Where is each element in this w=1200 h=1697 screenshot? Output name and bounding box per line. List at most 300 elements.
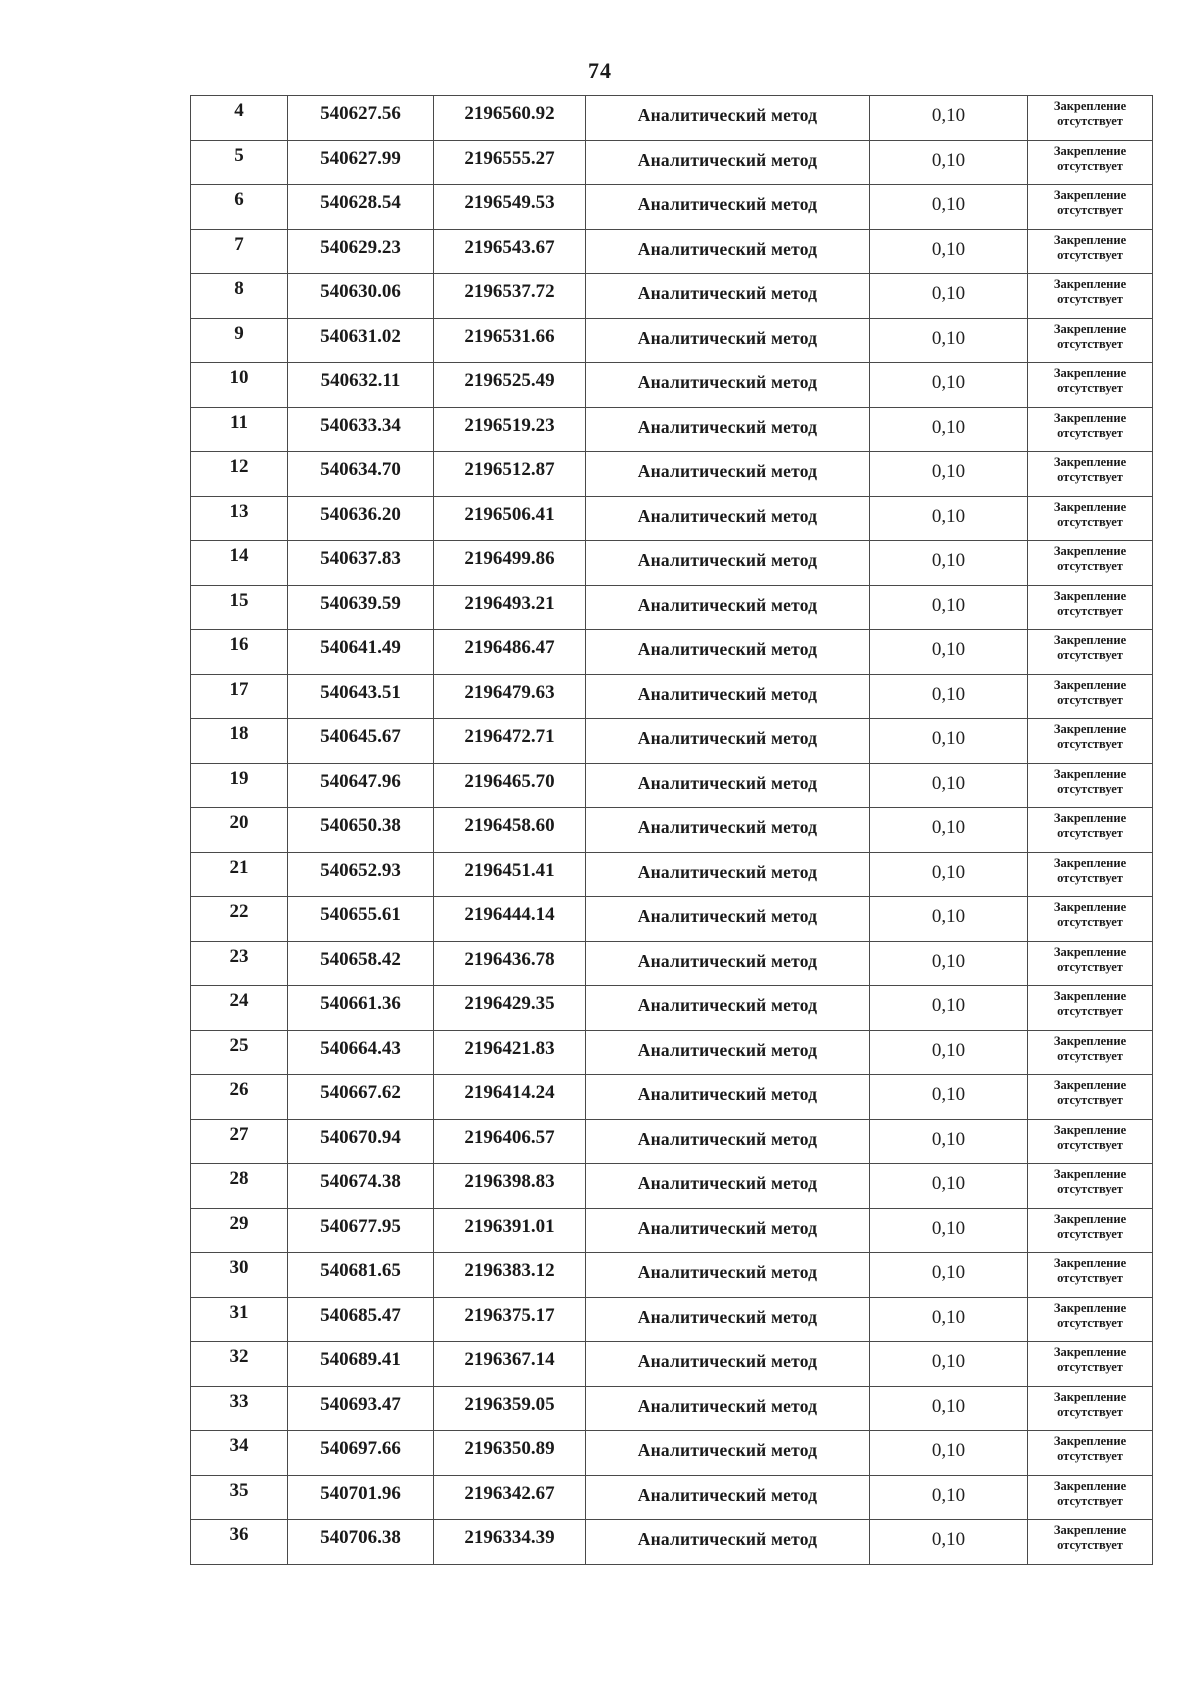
accuracy-cell — [870, 1119, 1028, 1164]
coord-y-cell-text: 2196350.89 — [464, 1438, 555, 1459]
coordinates-table-wrapper — [190, 95, 1152, 1565]
coord-x-cell-text: 540667.62 — [320, 1082, 401, 1103]
accuracy-cell-text: 0,10 — [931, 772, 966, 794]
fixing-cell-text: Закрепление отсутствует — [1053, 455, 1127, 484]
method-cell — [586, 1119, 870, 1164]
coord-x-cell-text: 540681.65 — [320, 1260, 401, 1281]
method-cell-text: Аналитический метод — [637, 995, 818, 1015]
accuracy-cell-text: 0,10 — [931, 149, 966, 171]
point-number-cell-text: 15 — [229, 589, 249, 611]
coord-y-cell — [434, 1386, 586, 1431]
fixing-cell — [1028, 541, 1153, 586]
point-number-cell-text: 6 — [234, 189, 244, 210]
coord-x-cell-text: 540632.11 — [320, 370, 401, 391]
accuracy-cell — [870, 274, 1028, 319]
coord-y-cell-text: 2196436.78 — [464, 948, 555, 970]
coord-x-cell — [288, 986, 434, 1031]
method-cell-text: Аналитический метод — [637, 461, 818, 481]
fixing-cell — [1028, 1119, 1153, 1164]
accuracy-cell-text: 0,10 — [931, 594, 966, 616]
coord-x-cell-text: 540629.23 — [320, 236, 401, 258]
coord-y-cell-text: 2196486.47 — [464, 637, 555, 658]
table-row — [191, 452, 1153, 497]
coord-y-cell-text: 2196342.67 — [464, 1482, 555, 1504]
point-number-cell — [191, 719, 288, 764]
method-cell-text: Аналитический метод — [637, 639, 818, 659]
method-cell-text: Аналитический метод — [637, 238, 818, 259]
accuracy-cell — [870, 541, 1028, 586]
method-cell — [586, 185, 870, 230]
method-cell — [586, 585, 870, 630]
coord-x-cell-text: 540670.94 — [320, 1126, 401, 1148]
coord-x-cell-text: 540627.56 — [320, 103, 401, 124]
fixing-cell-text: Закрепление отсутствует — [1053, 499, 1127, 529]
method-cell-text: Аналитический метод — [637, 950, 818, 971]
coord-x-cell-text: 540637.83 — [320, 548, 401, 569]
fixing-cell — [1028, 630, 1153, 675]
table-row — [191, 1431, 1153, 1476]
point-number-cell — [191, 1253, 288, 1298]
coord-y-cell-text: 2196543.67 — [464, 236, 555, 258]
coord-y-cell-text: 2196465.70 — [464, 770, 555, 792]
point-number-cell-text: 27 — [229, 1123, 249, 1145]
accuracy-cell — [870, 897, 1028, 942]
point-number-cell-text: 11 — [230, 411, 248, 433]
coord-y-cell — [434, 630, 586, 675]
method-cell — [586, 719, 870, 764]
fixing-cell-text: Закрепление отсутствует — [1053, 1211, 1127, 1241]
fixing-cell — [1028, 986, 1153, 1031]
method-cell — [586, 274, 870, 319]
method-cell-text: Аналитический метод — [637, 1395, 818, 1416]
point-number-cell — [191, 674, 288, 719]
method-cell — [586, 630, 870, 675]
accuracy-cell — [870, 1431, 1028, 1476]
method-cell — [586, 1253, 870, 1298]
fixing-cell — [1028, 1520, 1153, 1565]
fixing-cell — [1028, 719, 1153, 764]
coord-y-cell-text: 2196334.39 — [464, 1527, 555, 1548]
fixing-cell-text: Закрепление отсутствует — [1053, 1523, 1127, 1552]
table-row — [191, 363, 1153, 408]
accuracy-cell — [870, 1253, 1028, 1298]
coord-x-cell — [288, 185, 434, 230]
table-row — [191, 674, 1153, 719]
table-row — [191, 1119, 1153, 1164]
table-row — [191, 1475, 1153, 1520]
method-cell — [586, 1208, 870, 1253]
fixing-cell-text: Закрепление отсутствует — [1053, 321, 1127, 351]
point-number-cell — [191, 585, 288, 630]
fixing-cell-text: Закрепление отсутствует — [1053, 232, 1127, 262]
fixing-cell — [1028, 941, 1153, 986]
point-number-cell-text: 14 — [229, 545, 249, 566]
point-number-cell-text: 24 — [229, 990, 249, 1011]
accuracy-cell — [870, 986, 1028, 1031]
accuracy-cell — [870, 852, 1028, 897]
coord-y-cell-text: 2196493.21 — [464, 592, 555, 614]
coord-x-cell-text: 540701.96 — [320, 1482, 401, 1504]
method-cell-text: Аналитический метод — [637, 416, 818, 437]
point-number-cell-text: 36 — [229, 1524, 249, 1545]
accuracy-cell-text: 0,10 — [931, 1128, 966, 1150]
method-cell — [586, 852, 870, 897]
method-cell — [586, 1297, 870, 1342]
coord-y-cell — [434, 1431, 586, 1476]
point-number-cell — [191, 763, 288, 808]
method-cell-text: Аналитический метод — [637, 683, 818, 704]
method-cell-text: Аналитический метод — [637, 1128, 818, 1149]
point-number-cell-text: 10 — [229, 367, 249, 388]
coord-y-cell-text: 2196531.66 — [464, 325, 555, 347]
coord-x-cell — [288, 719, 434, 764]
accuracy-cell-text: 0,10 — [931, 372, 966, 393]
coord-x-cell — [288, 1119, 434, 1164]
accuracy-cell-text: 0,10 — [931, 238, 966, 260]
point-number-cell-text: 33 — [229, 1390, 249, 1412]
fixing-cell — [1028, 1253, 1153, 1298]
method-cell — [586, 674, 870, 719]
fixing-cell-text: Закрепление отсутствует — [1053, 1478, 1127, 1508]
point-number-cell — [191, 363, 288, 408]
coord-x-cell — [288, 1164, 434, 1209]
coord-x-cell — [288, 407, 434, 452]
method-cell-text: Аналитический метод — [637, 1039, 818, 1060]
accuracy-cell — [870, 363, 1028, 408]
coord-y-cell-text: 2196414.24 — [464, 1082, 555, 1103]
table-row — [191, 941, 1153, 986]
coord-y-cell — [434, 140, 586, 185]
coord-y-cell — [434, 1475, 586, 1520]
fixing-cell — [1028, 363, 1153, 408]
table-row — [191, 1208, 1153, 1253]
accuracy-cell-text: 0,10 — [931, 505, 966, 527]
coord-x-cell — [288, 96, 434, 141]
accuracy-cell-text: 0,10 — [931, 1039, 966, 1061]
point-number-cell-text: 17 — [229, 678, 249, 700]
coord-x-cell — [288, 140, 434, 185]
coord-y-cell-text: 2196525.49 — [464, 370, 555, 391]
point-number-cell — [191, 452, 288, 497]
coord-y-cell-text: 2196560.92 — [464, 103, 555, 124]
coord-x-cell-text: 540697.66 — [320, 1438, 401, 1459]
point-number-cell-text: 13 — [229, 500, 249, 522]
point-number-cell-text: 29 — [229, 1212, 249, 1234]
point-number-cell — [191, 229, 288, 274]
point-number-cell-text: 5 — [234, 144, 244, 166]
coord-x-cell — [288, 674, 434, 719]
accuracy-cell — [870, 452, 1028, 497]
coord-x-cell — [288, 1297, 434, 1342]
table-row — [191, 229, 1153, 274]
accuracy-cell-text: 0,10 — [931, 728, 966, 749]
accuracy-cell-text: 0,10 — [931, 283, 966, 304]
accuracy-cell — [870, 1075, 1028, 1120]
coord-x-cell — [288, 496, 434, 541]
method-cell — [586, 1030, 870, 1075]
method-cell-text: Аналитический метод — [637, 861, 818, 882]
coord-y-cell — [434, 1075, 586, 1120]
accuracy-cell-text: 0,10 — [931, 950, 966, 972]
coord-x-cell — [288, 318, 434, 363]
coord-x-cell — [288, 452, 434, 497]
coord-x-cell — [288, 1342, 434, 1387]
method-cell — [586, 941, 870, 986]
point-number-cell-text: 34 — [229, 1435, 249, 1456]
point-number-cell — [191, 1164, 288, 1209]
method-cell — [586, 1075, 870, 1120]
fixing-cell — [1028, 185, 1153, 230]
fixing-cell-text: Закрепление отсутствует — [1053, 1122, 1127, 1152]
method-cell-text: Аналитический метод — [637, 906, 818, 926]
coord-x-cell-text: 540693.47 — [320, 1393, 401, 1415]
coord-x-cell — [288, 1253, 434, 1298]
point-number-cell-text: 19 — [229, 767, 249, 789]
point-number-cell — [191, 274, 288, 319]
coord-y-cell — [434, 808, 586, 853]
fixing-cell-text: Закрепление отсутствует — [1053, 633, 1127, 662]
point-number-cell-text: 12 — [229, 456, 249, 477]
fixing-cell-text: Закрепление отсутствует — [1053, 143, 1127, 173]
accuracy-cell — [870, 1342, 1028, 1387]
coord-y-cell-text: 2196458.60 — [464, 815, 555, 836]
accuracy-cell-text: 0,10 — [931, 1529, 966, 1550]
point-number-cell-text: 9 — [234, 322, 244, 344]
coord-y-cell — [434, 363, 586, 408]
page-number: 74 — [588, 58, 612, 83]
accuracy-cell-text: 0,10 — [931, 1484, 966, 1506]
method-cell — [586, 407, 870, 452]
coordinates-table — [190, 95, 1153, 1565]
fixing-cell — [1028, 808, 1153, 853]
method-cell-text: Аналитический метод — [637, 149, 818, 170]
coord-x-cell-text: 540661.36 — [320, 993, 401, 1014]
coord-x-cell-text: 540706.38 — [320, 1527, 401, 1548]
coord-x-cell — [288, 1520, 434, 1565]
coord-x-cell-text: 540628.54 — [320, 192, 401, 213]
coord-y-cell — [434, 1208, 586, 1253]
point-number-cell — [191, 630, 288, 675]
coord-y-cell — [434, 763, 586, 808]
coord-x-cell — [288, 1475, 434, 1520]
method-cell-text: Аналитический метод — [637, 327, 818, 348]
fixing-cell-text: Закрепление отсутствует — [1053, 900, 1127, 929]
accuracy-cell-text: 0,10 — [931, 461, 966, 482]
point-number-cell — [191, 941, 288, 986]
coord-y-cell — [434, 1253, 586, 1298]
accuracy-cell — [870, 941, 1028, 986]
method-cell — [586, 1475, 870, 1520]
coord-x-cell-text: 540689.41 — [320, 1349, 401, 1370]
accuracy-cell — [870, 1475, 1028, 1520]
point-number-cell — [191, 185, 288, 230]
method-cell — [586, 1520, 870, 1565]
accuracy-cell — [870, 496, 1028, 541]
accuracy-cell-text: 0,10 — [931, 906, 966, 927]
method-cell-text: Аналитический метод — [637, 728, 818, 748]
coord-y-cell-text: 2196375.17 — [464, 1304, 555, 1326]
coord-y-cell-text: 2196549.53 — [464, 192, 555, 213]
point-number-cell-text: 28 — [229, 1168, 249, 1189]
coord-y-cell — [434, 897, 586, 942]
coord-y-cell-text: 2196398.83 — [464, 1171, 555, 1192]
fixing-cell-text: Закрепление отсутствует — [1053, 855, 1127, 885]
coord-y-cell — [434, 407, 586, 452]
point-number-cell — [191, 1119, 288, 1164]
coord-y-cell — [434, 1520, 586, 1565]
coord-y-cell-text: 2196383.12 — [464, 1260, 555, 1281]
coord-x-cell — [288, 1431, 434, 1476]
fixing-cell — [1028, 496, 1153, 541]
accuracy-cell-text: 0,10 — [931, 416, 966, 438]
coord-x-cell — [288, 1075, 434, 1120]
fixing-cell — [1028, 140, 1153, 185]
point-number-cell — [191, 852, 288, 897]
coord-y-cell — [434, 585, 586, 630]
fixing-cell-text: Закрепление отсутствует — [1053, 188, 1127, 217]
coord-y-cell-text: 2196444.14 — [464, 904, 555, 925]
point-number-cell — [191, 96, 288, 141]
coord-y-cell — [434, 1030, 586, 1075]
table-row — [191, 1520, 1153, 1565]
table-row — [191, 140, 1153, 185]
accuracy-cell — [870, 1297, 1028, 1342]
coord-y-cell-text: 2196499.86 — [464, 548, 555, 569]
coord-x-cell-text: 540647.96 — [320, 770, 401, 792]
accuracy-cell-text: 0,10 — [931, 194, 966, 215]
accuracy-cell — [870, 674, 1028, 719]
coord-y-cell-text: 2196555.27 — [464, 147, 555, 169]
method-cell-text: Аналитический метод — [637, 1217, 818, 1238]
fixing-cell — [1028, 1342, 1153, 1387]
fixing-cell — [1028, 897, 1153, 942]
fixing-cell — [1028, 1475, 1153, 1520]
accuracy-cell — [870, 185, 1028, 230]
table-row — [191, 185, 1153, 230]
method-cell — [586, 363, 870, 408]
coord-y-cell-text: 2196429.35 — [464, 993, 555, 1014]
method-cell — [586, 318, 870, 363]
coord-x-cell-text: 540636.20 — [320, 503, 401, 525]
coord-x-cell-text: 540645.67 — [320, 726, 401, 747]
fixing-cell — [1028, 674, 1153, 719]
fixing-cell — [1028, 274, 1153, 319]
fixing-cell — [1028, 452, 1153, 497]
coord-y-cell — [434, 452, 586, 497]
point-number-cell — [191, 1075, 288, 1120]
coord-x-cell-text: 540627.99 — [320, 147, 401, 169]
method-cell — [586, 1164, 870, 1209]
accuracy-cell — [870, 1520, 1028, 1565]
fixing-cell-text: Закрепление отсутствует — [1053, 277, 1127, 306]
coord-x-cell — [288, 274, 434, 319]
coord-y-cell — [434, 719, 586, 764]
fixing-cell — [1028, 763, 1153, 808]
method-cell-text: Аналитический метод — [637, 105, 818, 125]
table-row — [191, 1164, 1153, 1209]
accuracy-cell-text: 0,10 — [931, 1217, 966, 1239]
table-row — [191, 318, 1153, 363]
fixing-cell-text: Закрепление отсутствует — [1053, 1389, 1127, 1419]
point-number-cell — [191, 1208, 288, 1253]
coord-x-cell — [288, 941, 434, 986]
fixing-cell — [1028, 1164, 1153, 1209]
method-cell-text: Аналитический метод — [637, 817, 818, 837]
coord-x-cell — [288, 585, 434, 630]
table-row — [191, 1253, 1153, 1298]
accuracy-cell — [870, 140, 1028, 185]
coord-x-cell-text: 540641.49 — [320, 637, 401, 658]
coord-y-cell-text: 2196391.01 — [464, 1215, 555, 1237]
coord-x-cell-text: 540677.95 — [320, 1215, 401, 1237]
method-cell — [586, 541, 870, 586]
coord-x-cell — [288, 897, 434, 942]
coord-x-cell-text: 540664.43 — [320, 1037, 401, 1059]
coord-y-cell — [434, 96, 586, 141]
fixing-cell — [1028, 1386, 1153, 1431]
method-cell-text: Аналитический метод — [637, 1351, 818, 1371]
coord-y-cell — [434, 541, 586, 586]
fixing-cell-text: Закрепление отсутствует — [1053, 1300, 1127, 1330]
accuracy-cell-text: 0,10 — [931, 683, 966, 705]
coord-x-cell — [288, 852, 434, 897]
coord-y-cell-text: 2196512.87 — [464, 459, 555, 480]
accuracy-cell-text: 0,10 — [931, 1440, 966, 1461]
method-cell-text: Аналитический метод — [637, 550, 818, 570]
method-cell — [586, 1342, 870, 1387]
coord-y-cell-text: 2196506.41 — [464, 503, 555, 525]
coord-y-cell — [434, 274, 586, 319]
accuracy-cell-text: 0,10 — [931, 1306, 966, 1328]
coord-y-cell — [434, 674, 586, 719]
accuracy-cell — [870, 318, 1028, 363]
coord-y-cell — [434, 852, 586, 897]
coord-y-cell — [434, 496, 586, 541]
fixing-cell-text: Закрепление отсутствует — [1053, 944, 1127, 974]
method-cell — [586, 763, 870, 808]
point-number-cell — [191, 496, 288, 541]
coord-x-cell — [288, 363, 434, 408]
table-row — [191, 1075, 1153, 1120]
point-number-cell-text: 21 — [229, 856, 249, 878]
fixing-cell — [1028, 1075, 1153, 1120]
coord-x-cell-text: 540631.02 — [320, 325, 401, 347]
coord-x-cell-text: 540658.42 — [320, 948, 401, 970]
coord-y-cell — [434, 1297, 586, 1342]
fixing-cell-text: Закрепление отсутствует — [1053, 1434, 1127, 1463]
coord-y-cell — [434, 185, 586, 230]
coord-y-cell — [434, 986, 586, 1031]
point-number-cell-text: 16 — [229, 634, 249, 655]
accuracy-cell — [870, 630, 1028, 675]
coord-x-cell-text: 540685.47 — [320, 1304, 401, 1326]
method-cell — [586, 986, 870, 1031]
coord-x-cell — [288, 763, 434, 808]
method-cell-text: Аналитический метод — [637, 194, 818, 214]
coord-x-cell-text: 540674.38 — [320, 1171, 401, 1192]
coord-y-cell-text: 2196406.57 — [464, 1126, 555, 1148]
method-cell — [586, 496, 870, 541]
method-cell-text: Аналитический метод — [637, 1306, 818, 1327]
accuracy-cell — [870, 808, 1028, 853]
accuracy-cell-text: 0,10 — [931, 1173, 966, 1194]
table-row — [191, 407, 1153, 452]
method-cell-text: Аналитический метод — [637, 1084, 818, 1104]
fixing-cell — [1028, 1208, 1153, 1253]
fixing-cell — [1028, 229, 1153, 274]
accuracy-cell-text: 0,10 — [931, 550, 966, 571]
method-cell-text: Аналитический метод — [637, 1173, 818, 1193]
